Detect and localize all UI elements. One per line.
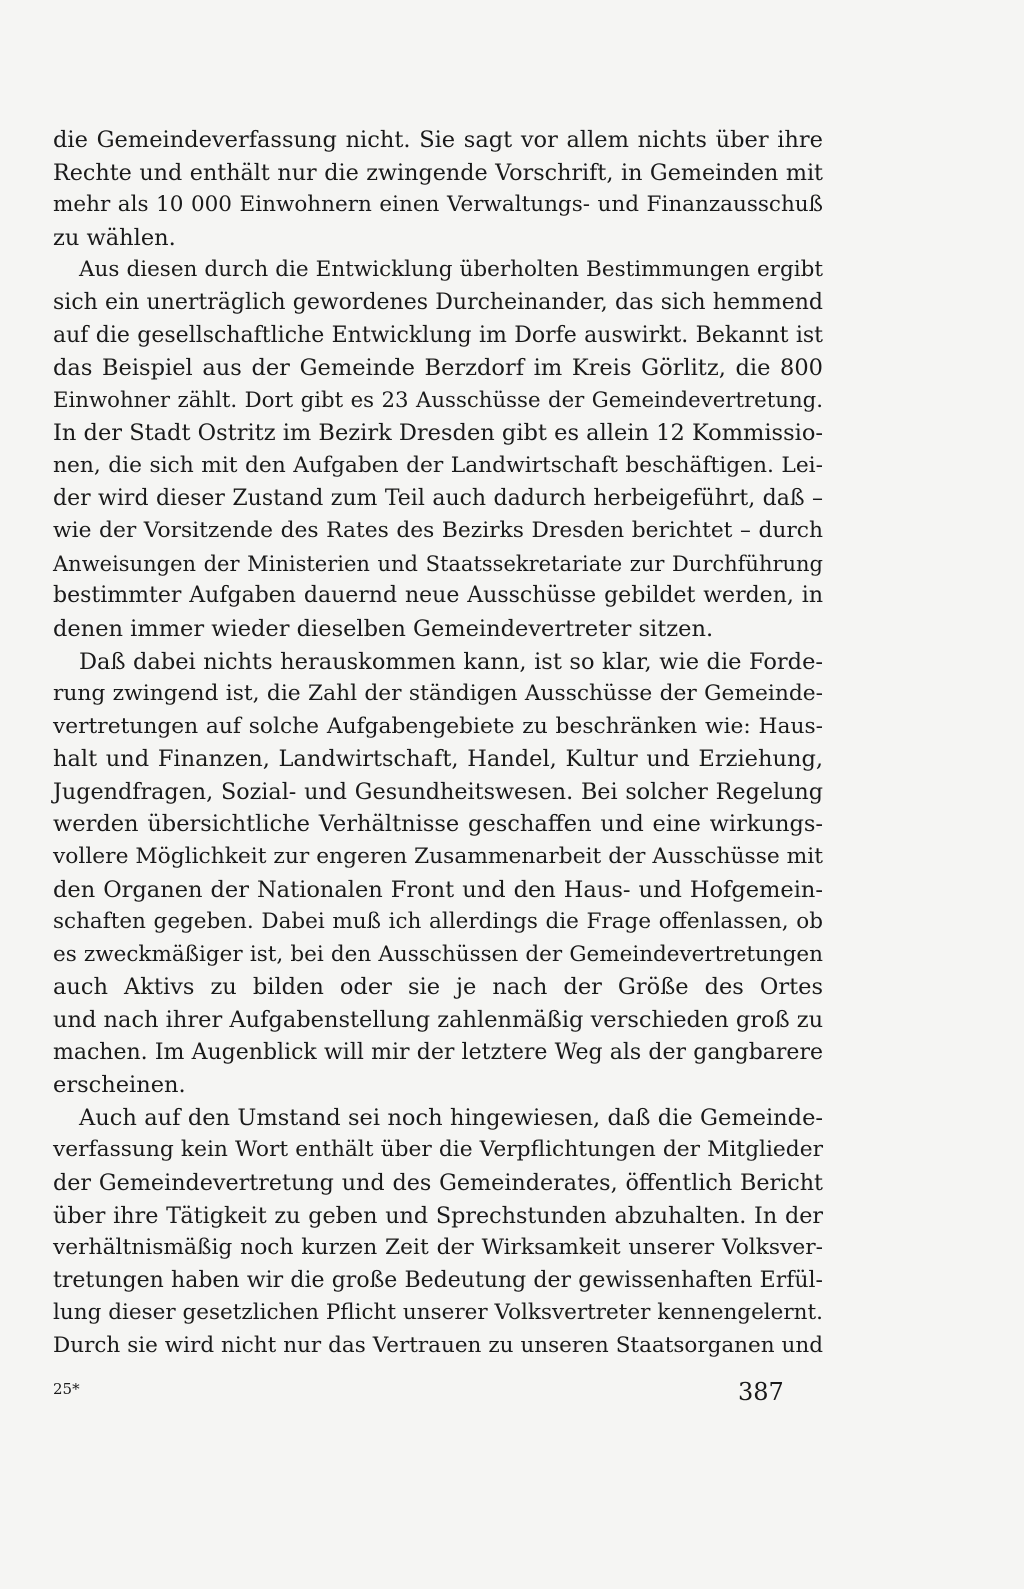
- page-number: 387: [738, 1378, 784, 1406]
- text-line: halt und Finanzen, Landwirtschaft, Handel, Kultur und Erziehung,: [53, 746, 823, 773]
- text-line: In der Stadt Ostritz im Bezirk Dresden gibt es allein 12 Kommissio-: [53, 420, 823, 447]
- text-line: Einwohner zählt. Dort gibt es 23 Ausschüsse der Gemeindevertretung.: [53, 387, 823, 413]
- text-line: nen, die sich mit den Aufgaben der Landwirtschaft beschäftigen. Lei-: [53, 452, 823, 478]
- text-line: den Organen der Nationalen Front und den Haus- und Hofgemein-: [53, 876, 823, 903]
- text-line: die Gemeindeverfassung nicht. Sie sagt vor allem nichts über ihre: [53, 127, 823, 153]
- text-line: über ihre Tätigkeit zu geben und Sprechstunden abzuhalten. In der: [53, 1202, 823, 1229]
- text-line: lung dieser gesetzlichen Pflicht unserer Volksvertreter kennengelernt.: [53, 1300, 823, 1326]
- body-text: [53, 124, 823, 1363]
- sheet-signature-mark: 25*: [53, 1380, 80, 1398]
- text-line: rung zwingend ist, die Zahl der ständigen Ausschüsse der Gemeinde-: [53, 681, 823, 707]
- text-line: zu wählen.: [53, 224, 176, 251]
- text-line: vollere Möglichkeit zur engeren Zusammenarbeit der Ausschüsse mit: [53, 844, 823, 870]
- text-line: der Gemeindevertretung und des Gemeinderates, öffentlich Bericht: [53, 1170, 823, 1196]
- text-line: wie der Vorsitzende des Rates des Bezirks Dresden berichtet – durch: [53, 518, 823, 544]
- text-line: und nach ihrer Aufgabenstellung zahlenmäßig verschieden groß zu: [53, 1007, 824, 1034]
- text-line: mehr als 10 000 Einwohnern einen Verwaltungs- und Finanzausschuß: [53, 192, 823, 218]
- text-line: Jugendfragen, Sozial- und Gesundheitswesen. Bei solcher Regelung: [53, 778, 823, 805]
- text-line: sich ein unerträglich gewordenes Durcheinander, das sich hemmend: [53, 289, 823, 315]
- text-line: auf die gesellschaftliche Entwicklung im Dorfe auswirkt. Bekannt ist: [53, 322, 823, 348]
- text-line: der wird dieser Zustand zum Teil auch dadurch herbeigeführt, daß –: [53, 485, 823, 511]
- text-line: erscheinen.: [53, 1072, 186, 1099]
- text-line: bestimmter Aufgaben dauernd neue Ausschüsse gebildet werden, in: [53, 583, 823, 609]
- text-line: Durch sie wird nicht nur das Vertrauen zu unseren Staatsorganen und: [53, 1332, 823, 1358]
- text-line: tretungen haben wir die große Bedeutung der gewissenhaften Erfül-: [53, 1267, 823, 1293]
- text-line: das Beispiel aus der Gemeinde Berzdorf im Kreis Görlitz, die 800: [53, 355, 823, 382]
- text-line: Aus diesen durch die Entwicklung überholten Bestimmungen ergibt: [79, 257, 823, 283]
- text-line: Daß dabei nichts herauskommen kann, ist so klar, wie die Forde-: [79, 648, 823, 675]
- text-line: Rechte und enthält nur die zwingende Vorschrift, in Gemeinden mit: [53, 159, 823, 186]
- text-line: verfassung kein Wort enthält über die Verpflichtungen der Mitglieder: [53, 1137, 823, 1163]
- text-line: werden übersichtliche Verhältnisse geschaffen und eine wirkungs-: [53, 811, 823, 838]
- text-line: Anweisungen der Ministerien und Staatssekretariate zur Durchführung: [53, 551, 823, 576]
- text-line: es zweckmäßiger ist, bei den Ausschüssen der Gemeindevertretungen: [53, 941, 823, 967]
- text-line: machen. Im Augenblick will mir der letztere Weg als der gangbarere: [53, 1039, 823, 1065]
- text-line: verhältnismäßig noch kurzen Zeit der Wirksamkeit unserer Volksver-: [53, 1235, 823, 1261]
- text-line: schaften gegeben. Dabei muß ich allerdings die Frage offenlassen, ob: [53, 909, 823, 935]
- text-line: denen immer wieder dieselben Gemeindevertreter sitzen.: [53, 615, 714, 642]
- text-line: Auch auf den Umstand sei noch hingewiesen, daß die Gemeinde-: [79, 1104, 823, 1131]
- text-line: auch Aktivs zu bilden oder sie je nach der Größe des Ortes: [53, 974, 823, 1001]
- text-line: vertretungen auf solche Aufgabengebiete zu beschränken wie: Haus-: [53, 713, 823, 739]
